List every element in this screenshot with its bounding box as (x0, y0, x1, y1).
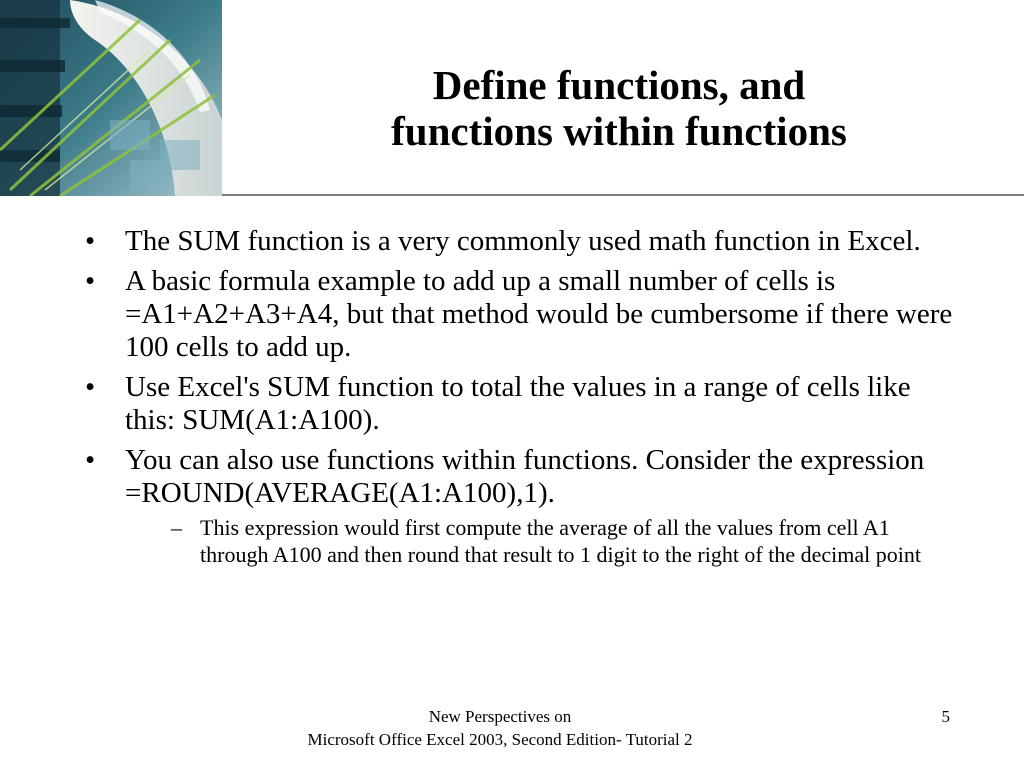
bullet-marker: • (85, 371, 96, 403)
slide-title-line-2: functions within functions (391, 108, 847, 154)
bullet-marker: • (85, 225, 96, 257)
slide-footer (200, 705, 800, 751)
bullet-item (85, 444, 955, 510)
sub-bullet-marker: – (171, 515, 182, 540)
sub-bullet-item (171, 514, 955, 568)
footer-line-2: Microsoft Office Excel 2003, Second Edition- Tutorial 2 (307, 730, 693, 749)
footer-line-1: New Perspectives on (428, 707, 572, 726)
bullet-text: The SUM function is a very commonly used math function in Excel. (125, 225, 921, 257)
bullet-text: You can also use functions within functions. Consider the expression =ROUND(AVERAGE(A1:A100),1). (125, 444, 925, 509)
bullet-list (85, 225, 955, 568)
bullet-marker: • (85, 444, 96, 476)
bullet-marker: • (85, 265, 96, 297)
bullet-item (85, 265, 955, 364)
decorative-architecture-image (0, 0, 222, 196)
title-divider (222, 194, 1024, 196)
sub-bullet-text: This expression would first compute the average of all the values from cell A1 through A100 and then round that result to 1 digit to the right of the decimal point (200, 515, 921, 567)
bullet-item (85, 225, 955, 258)
bullet-text: A basic formula example to add up a small number of cells is =A1+A2+A3+A4, but that method would be cumbersome if there were 100 cells to add up. (125, 265, 953, 363)
bullet-text: Use Excel's SUM function to total the values in a range of cells like this: SUM(A1:A100). (125, 371, 911, 436)
slide-title-line-1: Define functions, and (432, 62, 806, 108)
slide-title (300, 62, 938, 154)
bullet-item (85, 371, 955, 437)
page-number: 5 (941, 707, 950, 726)
